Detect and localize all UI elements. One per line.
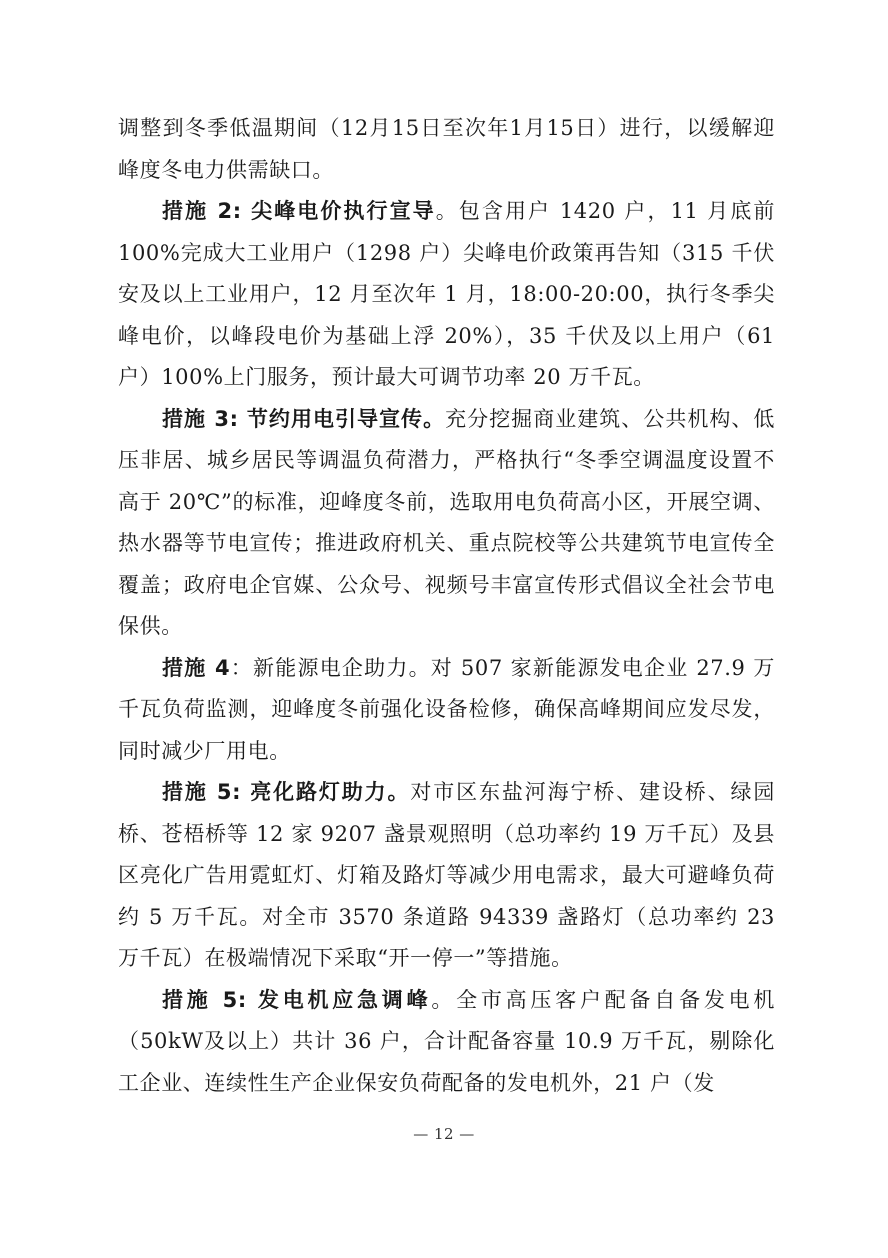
measure-2-heading: 措施 2: 尖峰电价执行宣导: [162, 199, 436, 223]
document-body: [118, 108, 775, 1104]
paragraph-body: 对市区东盐河海宁桥、建设桥、绿园桥、苍梧桥等 12 家 9207 盏景观照明（总功率约 19 万千瓦）及县区亮化广告用霓虹灯、灯箱及路灯等减少用电需求，最大可避峰负荷约 5 万千瓦。对全市 3570 条道路 94339 盏路灯（总功率约 23 万千瓦）在极端情况下采取“开一停一”等措施。: [118, 780, 775, 970]
measure-5-generator-heading: 措施 5: 发电机应急调峰: [162, 987, 432, 1012]
paragraph-body: ：新能源电企助力。对 507 家新能源发电企业 27.9 万千瓦负荷监测，迎峰度冬前强化设备检修，确保高峰期间应发尽发，同时减少厂用电。: [118, 655, 775, 763]
paragraph-measure-2: [118, 191, 775, 399]
measure-3-heading: 措施 3: 节约用电引导宣传。: [162, 406, 446, 431]
paragraph-measure-5-generator: [118, 980, 775, 1105]
paragraph-body: 。包含用户 1420 户，11 月底前 100%完成大工业用户（1298 户）尖峰电价政策再告知（315 千伏安及以上工业用户，12 月至次年 1 月，18:00-20:00，执行冬季尖峰电价，以峰段电价为基础上浮 20%），35 千伏及以上用户（61 户）100%上门服务，预计最大可调节功率 20 万千瓦。: [118, 199, 775, 389]
paragraph-body: 。全市高压客户配备自备发电机（50kW及以上）共计 36 户，合计配备容量 10.9 万千瓦，剔除化工企业、连续性生产企业保安负荷配备的发电机外，21 户（发: [118, 987, 775, 1095]
measure-4-heading: 措施 4: [162, 655, 231, 680]
paragraph-measure-5-lighting: [118, 772, 775, 980]
paragraph-body: 充分挖掘商业建筑、公共机构、低压非居、城乡居民等调温负荷潜力，严格执行“冬季空调温度设置不高于 20℃”的标准，迎峰度冬前，选取用电负荷高小区，开展空调、热水器等节电宣传；推进政府机关、重点院校等公共建筑节电宣传全覆盖；政府电企官媒、公众号、视频号丰富宣传形式倡议全社会节电保供。: [118, 406, 775, 638]
paragraph-measure-3: [118, 399, 775, 648]
paragraph-measure-4: [118, 648, 775, 773]
measure-5-lighting-heading: 措施 5: 亮化路灯助力。: [162, 780, 411, 804]
paragraph-body: 调整到冬季低温期间（12月15日至次年1月15日）进行，以缓解迎峰度冬电力供需缺口。: [118, 116, 775, 182]
page-number: — 12 —: [413, 1125, 475, 1143]
paragraph-intro-continuation: [118, 108, 775, 191]
